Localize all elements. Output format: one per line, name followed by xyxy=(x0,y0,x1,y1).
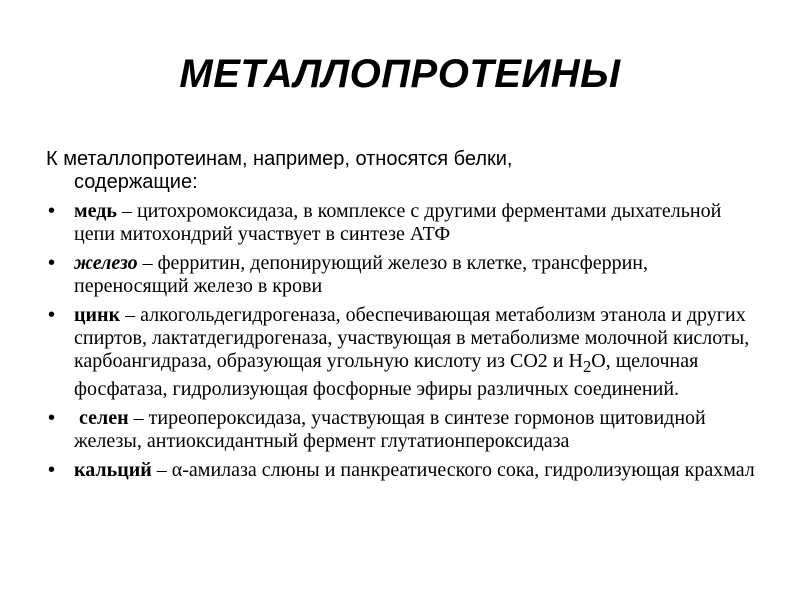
item-subscript: 2 xyxy=(582,357,592,376)
item-term: селен xyxy=(79,407,129,429)
item-text: – алкогольдегидрогеназа, обеспечивающая метаболизм этанола и других спиртов, лактатдегидрогеназа, участвующая в метаболизме молочной кислоты, карбоангидраза, образующая угольную кислоту из СО2 и Н xyxy=(74,304,750,372)
bullet-icon: • xyxy=(48,459,56,481)
item-text-continued: О, щелочная фосфатаза, гидролизующая фосфорные эфиры различных соединений. xyxy=(74,350,699,400)
bullet-icon: • xyxy=(48,407,56,429)
item-term: цинк xyxy=(74,304,121,326)
item-text: – ферритин, депонирующий железо в клетке, трансферрин, переносящий железо в крови xyxy=(74,252,649,297)
list-item-zinc xyxy=(48,304,764,401)
bullet-icon: • xyxy=(48,200,56,222)
item-text: – тиреопероксидаза, участвующая в синтезе гормонов щитовидной железы, антиоксидантный фермент глутатионпероксидаза xyxy=(74,407,706,452)
item-term: медь xyxy=(74,200,117,222)
list-item-iron xyxy=(48,252,764,298)
bullet-icon: • xyxy=(48,304,56,326)
bullet-icon: • xyxy=(48,252,56,274)
list-item-copper xyxy=(48,200,764,246)
metal-list xyxy=(48,200,764,488)
item-term: железо xyxy=(74,252,138,274)
intro-line-1: К металлопротеинам, например, относятся белки, xyxy=(46,148,513,170)
intro-line-2: содержащие: xyxy=(74,171,198,193)
item-term: кальций xyxy=(74,459,152,481)
item-text: – цитохромоксидаза, в комплексе с другими ферментами дыхательной цепи митохондрий участвует в синтезе АТФ xyxy=(74,200,722,245)
item-text: – α-амилаза слюны и панкреатического сока, гидролизующая крахмал xyxy=(151,459,755,481)
slide-title: МЕТАЛЛОПРОТЕИНЫ xyxy=(179,52,621,96)
list-item-calcium xyxy=(48,459,764,482)
list-item-selenium xyxy=(48,407,764,453)
intro-text xyxy=(46,148,766,194)
